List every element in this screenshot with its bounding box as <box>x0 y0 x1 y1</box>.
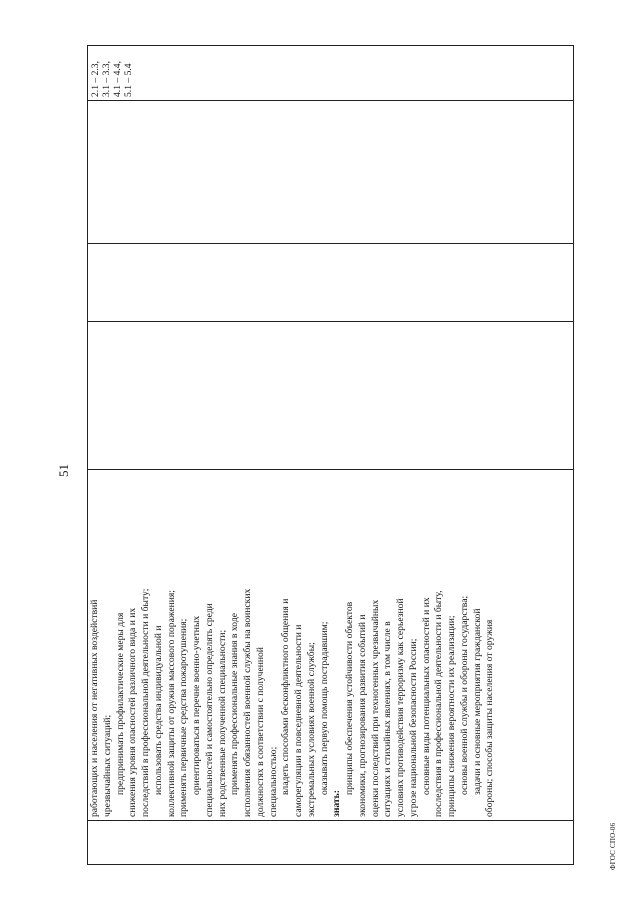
requirement-line: основы военной службы и обороны государства; <box>458 595 470 795</box>
requirement-line: оценки последствий при техногенных чрезвычайных <box>369 599 381 817</box>
competency-ref: 5.1 – 5.4 <box>123 63 134 97</box>
table-cell-hours-total <box>88 322 573 470</box>
page-number: 51 <box>56 464 71 477</box>
requirement-line: предпринимать профилактические меры для <box>114 612 126 795</box>
requirement-line: основные виды потенциальных опасностей и их <box>420 597 432 795</box>
requirement-line: них родственные полученной специальности; <box>216 629 228 817</box>
requirement-line: использовать средства индивидуальной и <box>152 625 164 795</box>
requirement-line: владеть способами бесконфликтного общения и <box>280 598 292 795</box>
competency-ref: 4.1 – 4.4, <box>112 61 123 97</box>
requirement-line: специальностью; <box>267 746 279 817</box>
competency-codes <box>90 61 134 97</box>
footer-label: ФГОС СПО-06 <box>609 822 617 870</box>
requirement-line: последствия в профессиональной деятельности и быту, <box>433 590 445 817</box>
requirement-line: знать: <box>331 790 343 817</box>
table-cell-discipline <box>88 101 573 244</box>
competency-ref: 3.1 – 3.3, <box>101 61 112 97</box>
requirement-line: обороны; способы защиты населения от оружия <box>484 619 496 817</box>
curriculum-table <box>87 45 574 865</box>
requirement-line: должностях в соответствии с полученной <box>254 647 266 817</box>
requirement-line: принципы снижения вероятности их реализации; <box>446 615 457 817</box>
requirement-line: последствий в профессиональной деятельности и быту; <box>140 588 151 817</box>
requirement-line: принципы обеспечения устойчивости объектов <box>344 601 355 795</box>
requirement-line: ситуациях и стихийных явлениях, в том числе в <box>382 621 394 817</box>
requirement-line: экстремальных условиях военной службы; <box>305 642 317 817</box>
requirement-line: работающих и населения от негативных воздействий <box>89 599 100 817</box>
requirement-line: применять профессиональные знания в ходе <box>229 613 241 795</box>
requirement-line: ориентироваться в перечне военно-учетных <box>191 615 202 795</box>
competency-ref: 2.1 – 2.3, <box>90 61 101 97</box>
table-cell-hours-mandatory <box>88 244 573 322</box>
requirement-line: экономики, прогнозирования развития событий и <box>356 614 368 817</box>
requirement-line: угрозе национальной безопасности России; <box>407 638 419 817</box>
table-cell-competencies <box>88 44 573 101</box>
requirement-line: исполнения обязанностей военной службы на воинских <box>242 588 253 817</box>
requirement-line: условиях противодействия терроризму как серьезной <box>395 598 406 817</box>
requirement-line: задачи и основные мероприятия гражданской <box>471 608 483 795</box>
requirement-line: специальностей и самостоятельно определять среди <box>203 603 215 817</box>
requirement-line: применять первичные средства пожаротушения; <box>178 618 190 817</box>
requirement-line: оказывать первую помощь пострадавшим; <box>318 621 330 795</box>
requirement-line: чрезвычайных ситуаций; <box>101 714 113 817</box>
requirement-line: саморегуляции в повседневной деятельности и <box>293 624 304 817</box>
table-cell-requirements <box>88 470 573 821</box>
requirement-line: коллективной защиты от оружия массового поражения; <box>165 590 177 817</box>
table-cell-index <box>88 821 573 864</box>
requirement-line: снижения уровня опасностей различного вида и их <box>127 607 139 817</box>
requirements-text <box>89 472 497 817</box>
